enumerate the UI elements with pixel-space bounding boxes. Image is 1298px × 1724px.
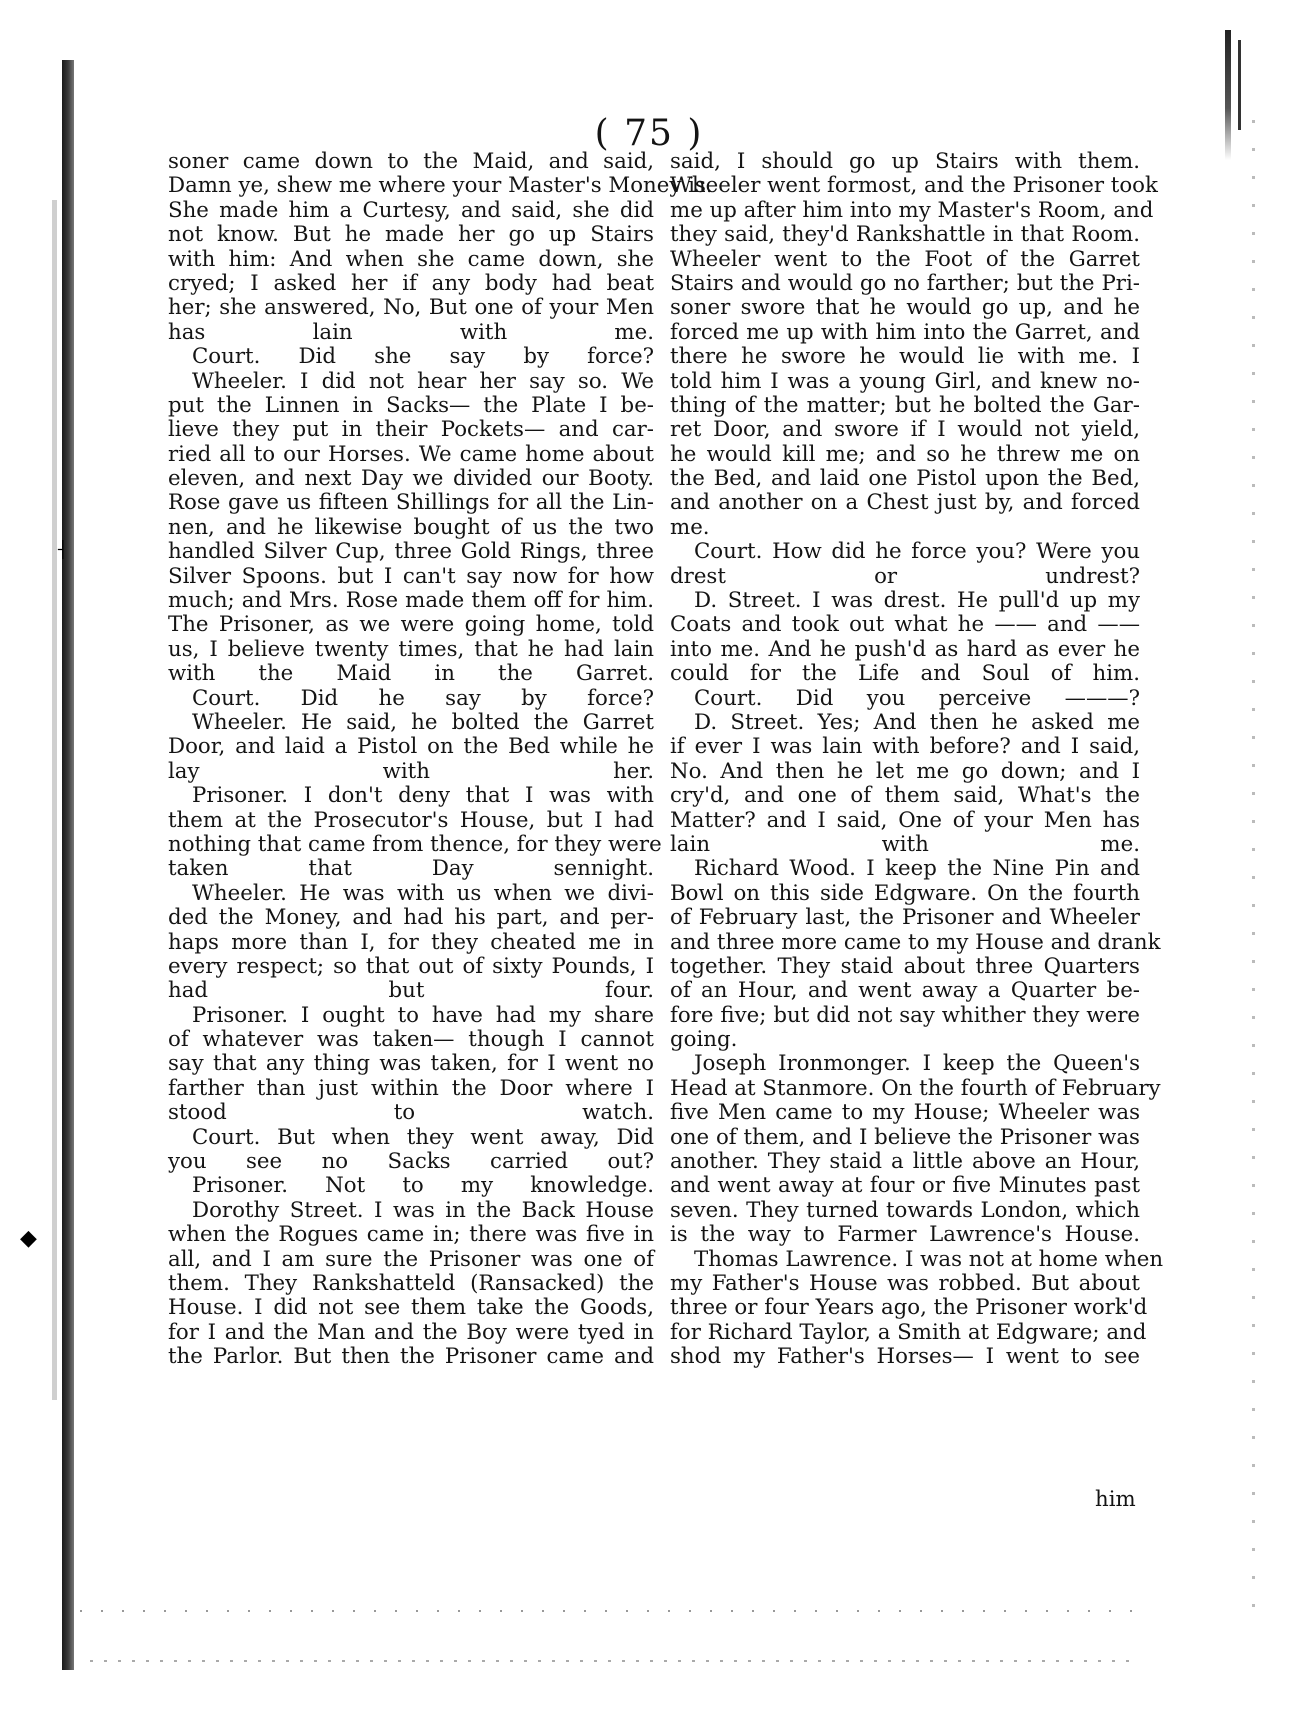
text-line: every respect; so that out of sixty Pounds, I	[168, 953, 654, 979]
text-line: forced me up with him into the Garret, and	[670, 319, 1140, 345]
text-line: not know. But he made her go up Stairs	[168, 222, 654, 248]
text-line: Door, and laid a Pistol on the Bed while he	[168, 734, 654, 760]
text-line: Stairs and would go no farther; but the Pri-	[670, 270, 1140, 296]
text-line: ded the Money, and had his part, and per-	[168, 905, 654, 931]
text-line: much; and Mrs. Rose made them off for him.	[168, 588, 654, 614]
text-line: for I and the Man and the Boy were tyed in	[168, 1319, 654, 1345]
text-line: them. They Rankshatteld (Ransacked) the	[168, 1270, 654, 1296]
text-line: and three more came to my House and drank	[670, 929, 1161, 955]
text-line: her; she answered, No, But one of your Men	[168, 295, 654, 321]
text-line: say that any thing was taken, for I went no	[168, 1051, 654, 1077]
scan-speckle-bottom	[90, 1660, 1140, 1662]
text-line: Wheeler. He was with us when we divi-	[192, 880, 654, 906]
text-line: Prisoner. Not to my knowledge.	[192, 1173, 654, 1199]
text-line: She made him a Curtesy, and said, she did	[168, 197, 654, 223]
text-line: nen, and he likewise bought of us the two	[168, 514, 654, 540]
page-number: ( 75 )	[594, 113, 704, 154]
binding-shadow-faint	[52, 200, 57, 1400]
text-line: into me. And he push'd as hard as ever he	[670, 636, 1140, 662]
text-line: Wheeler. I did not hear her say so. We	[192, 368, 654, 394]
text-line: cry'd, and one of them said, What's the	[670, 783, 1140, 809]
binding-shadow	[62, 60, 74, 1670]
text-line: nothing that came from thence, for they were	[168, 831, 662, 857]
text-line: Court. But when they went away, Did	[192, 1124, 654, 1150]
text-line: for Richard Taylor, a Smith at Edgware; and	[670, 1319, 1147, 1345]
text-line: he would kill me; and so he threw me on	[670, 441, 1140, 467]
catchword: him	[1095, 1487, 1136, 1512]
text-line: The Prisoner, as we were going home, told	[168, 612, 654, 638]
text-line: Dorothy Street. I was in the Back House	[192, 1197, 654, 1223]
text-line: lain with me.	[670, 831, 1140, 857]
text-line: D. Street. Yes; And then he asked me	[694, 709, 1140, 735]
text-line: together. They staid about three Quarters	[670, 953, 1140, 979]
text-line: Damn ye, shew me where your Master's Money is.	[168, 173, 713, 199]
text-line: if ever I was lain with before? and I said,	[670, 734, 1140, 760]
text-line: soner came down to the Maid, and said,	[168, 149, 654, 174]
text-line: ried all to our Horses. We came home about	[168, 441, 654, 467]
text-line: Head at Stanmore. On the fourth of February	[670, 1075, 1161, 1101]
text-line: Wheeler. He said, he bolted the Garret	[192, 709, 654, 735]
text-line: me up after him into my Master's Room, and	[670, 197, 1154, 223]
text-line: and another on a Chest just by, and forced	[670, 490, 1140, 516]
text-line: taken that Day sennight.	[168, 856, 654, 882]
text-line: told him I was a young Girl, and knew no-	[670, 368, 1140, 394]
text-line: is the way to Farmer Lawrence's House.	[670, 1222, 1140, 1248]
text-line: haps more than I, for they cheated me in	[168, 929, 654, 955]
text-line: thing of the matter; but he bolted the Gar-	[670, 392, 1140, 418]
text-line: fore five; but did not say whither they were	[670, 1002, 1140, 1028]
text-line: of February last, the Prisoner and Wheeler	[670, 905, 1140, 931]
text-line: No. And then he let me go down; and I	[670, 758, 1140, 784]
scan-speckle-right	[1252, 120, 1255, 1620]
text-line: seven. They turned towards London, which	[670, 1197, 1140, 1223]
text-line: there he swore he would lie with me. I	[670, 344, 1140, 370]
text-line: the Parlor. But then the Prisoner came and	[168, 1344, 654, 1370]
margin-mark-icon: ◆	[20, 1226, 37, 1251]
text-line: Prisoner. I don't deny that I was with	[192, 783, 654, 809]
text-line: you see no Sacks carried out?	[168, 1149, 654, 1175]
text-line: soner swore that he would go up, and he	[670, 295, 1140, 321]
text-line: Bowl on this side Edgware. On the fourth	[670, 880, 1140, 906]
text-line: Thomas Lawrence. I was not at home when	[694, 1246, 1164, 1272]
text-line: going.	[670, 1027, 738, 1053]
text-line: Richard Wood. I keep the Nine Pin and	[694, 856, 1140, 882]
text-line: D. Street. I was drest. He pull'd up my	[694, 588, 1140, 614]
text-line: ret Door, and swore if I would not yield,	[670, 417, 1140, 443]
text-line: my Father's House was robbed. But about	[670, 1270, 1140, 1296]
text-line: handled Silver Cup, three Gold Rings, three	[168, 539, 654, 565]
text-line: cryed; I asked her if any body had beat	[168, 270, 654, 296]
text-line: Silver Spoons. but I can't say now for how	[168, 563, 654, 589]
text-line: the Bed, and laid one Pistol upon the Bed,	[670, 466, 1140, 492]
text-line: all, and I am sure the Prisoner was one of	[168, 1246, 654, 1272]
scan-speckle-bottom-2	[80, 1610, 1140, 1612]
text-line: Prisoner. I ought to have had my share	[192, 1002, 654, 1028]
text-line: them at the Prosecutor's House, but I had	[168, 807, 654, 833]
text-line: drest or undrest?	[670, 563, 1140, 589]
text-line: has lain with me.	[168, 319, 654, 345]
left-column	[168, 149, 713, 1370]
text-line: Wheeler went formost, and the Prisoner took	[670, 173, 1158, 199]
text-line: lay with her.	[168, 758, 654, 784]
text-line: had but four.	[168, 978, 654, 1004]
text-line: said, I should go up Stairs with them.	[670, 149, 1140, 174]
text-line: and went away at four or five Minutes past	[670, 1173, 1140, 1199]
text-line: House. I did not see them take the Goods,	[168, 1295, 654, 1321]
text-line: could for the Life and Soul of him.	[670, 661, 1140, 687]
text-line: Rose gave us fifteen Shillings for all the Lin-	[168, 490, 654, 516]
text-line: Coats and took out what he —— and ——	[670, 612, 1140, 638]
text-line: farther than just within the Door where I	[168, 1075, 654, 1101]
text-line: lieve they put in their Pockets— and car-	[168, 417, 654, 443]
text-line: put the Linnen in Sacks— the Plate I be-	[168, 392, 654, 418]
text-line: five Men came to my House; Wheeler was	[670, 1100, 1140, 1126]
text-line: shod my Father's Horses— I went to see	[670, 1344, 1140, 1370]
text-line: three or four Years ago, the Prisoner work'd	[670, 1295, 1148, 1321]
text-line: stood to watch.	[168, 1100, 654, 1126]
text-line: Court. Did he say by force?	[192, 685, 654, 711]
text-line: us, I believe twenty times, that he had lain	[168, 636, 654, 662]
text-line: of whatever was taken— though I cannot	[168, 1027, 654, 1053]
text-line: when the Rogues came in; there was five in	[168, 1222, 654, 1248]
text-line: Joseph Ironmonger. I keep the Queen's	[694, 1051, 1140, 1077]
text-line: Matter? and I said, One of your Men has	[670, 807, 1140, 833]
text-line: another. They staid a little above an Hour,	[670, 1149, 1140, 1175]
text-line: with the Maid in the Garret.	[168, 661, 654, 687]
margin-tick-icon: ┤	[58, 540, 68, 559]
text-line: Court. Did you perceive ———?	[694, 685, 1140, 711]
text-line: me.	[670, 514, 710, 540]
text-line: one of them, and I believe the Prisoner was	[670, 1124, 1140, 1150]
text-line: they said, they'd Rankshattle in that Room.	[670, 222, 1140, 248]
text-line: Wheeler went to the Foot of the Garret	[670, 246, 1140, 272]
text-line: Court. Did she say by force?	[192, 344, 654, 370]
right-column	[670, 149, 1164, 1370]
text-line: with him: And when she came down, she	[168, 246, 654, 272]
text-line: of an Hour, and went away a Quarter be-	[670, 978, 1140, 1004]
text-line: eleven, and next Day we divided our Booty.	[168, 466, 654, 492]
text-line: Court. How did he force you? Were you	[694, 539, 1140, 565]
